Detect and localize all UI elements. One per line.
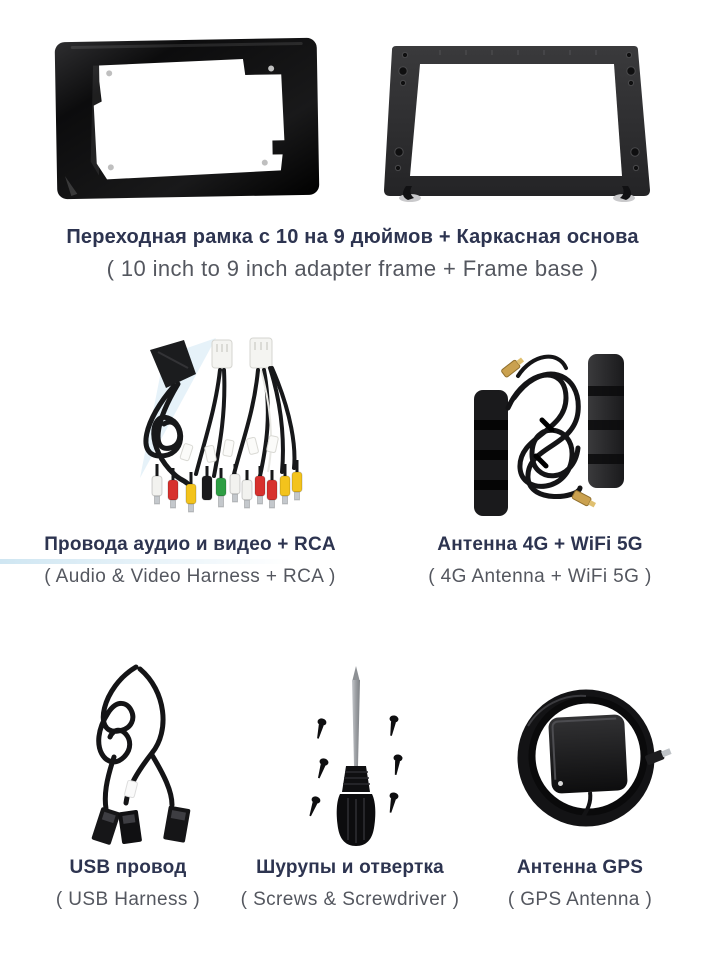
caption-antenna-4g: [405, 533, 675, 589]
product-title-en: ( 4G Antenna + WiFi 5G ): [428, 566, 652, 587]
frame-base-icon: [376, 40, 658, 204]
usb-connector: [163, 806, 191, 843]
product-title-en: ( Audio & Video Harness + RCA ): [44, 566, 336, 587]
product-title-ru: Антенна 4G + WiFi 5G: [437, 534, 643, 555]
product-title-en: ( 10 inch to 9 inch adapter frame + Frame base ): [106, 256, 599, 281]
screws-screwdriver-photo: [292, 666, 422, 848]
audio-video-harness-photo: [124, 328, 314, 523]
screwdriver-icon: [292, 666, 422, 848]
sma-connector: [572, 490, 597, 509]
rca-connectors: [152, 460, 302, 512]
sma-connector: [501, 356, 525, 378]
usb-connector: [118, 810, 142, 844]
product-title-ru: Шурупы и отвертка: [256, 857, 444, 878]
product-title-ru: USB провод: [69, 857, 187, 878]
usb-cable-icon: [66, 661, 216, 856]
adapter-frame-icon: [46, 34, 326, 204]
gps-antenna-photo: [498, 666, 678, 848]
harness-plug: [212, 338, 272, 368]
caption-gps-antenna: [475, 856, 685, 912]
product-title-ru: Переходная рамка с 10 на 9 дюймов + Каркасная основа: [66, 226, 639, 248]
product-title-ru: Провода аудио и видео + RCA: [44, 534, 336, 555]
antenna-4g-icon: [462, 328, 637, 523]
caption-adapter-frame: [0, 224, 705, 283]
usb-connector: [91, 807, 121, 846]
caption-screws-screwdriver: [230, 856, 470, 912]
gps-antenna-icon: [498, 666, 678, 848]
antenna-4g-wifi-photo: [462, 328, 637, 523]
av-harness-icon: [124, 328, 314, 523]
product-title-ru: Антенна GPS: [516, 857, 644, 878]
adapter-frame-10-to-9-photo: [46, 34, 326, 204]
product-title-en: ( GPS Antenna ): [507, 889, 653, 910]
product-title-en: ( USB Harness ): [55, 889, 201, 910]
caption-usb-harness: [28, 856, 228, 912]
gps-puck: [548, 714, 628, 794]
usb-harness-photo: [66, 661, 216, 856]
cable-label-tag: [124, 780, 138, 798]
cable-ties: [536, 420, 552, 466]
product-title-en: ( Screws & Screwdriver ): [240, 889, 460, 910]
caption-av-harness: [10, 533, 370, 589]
frame-base-photo: [376, 40, 658, 204]
